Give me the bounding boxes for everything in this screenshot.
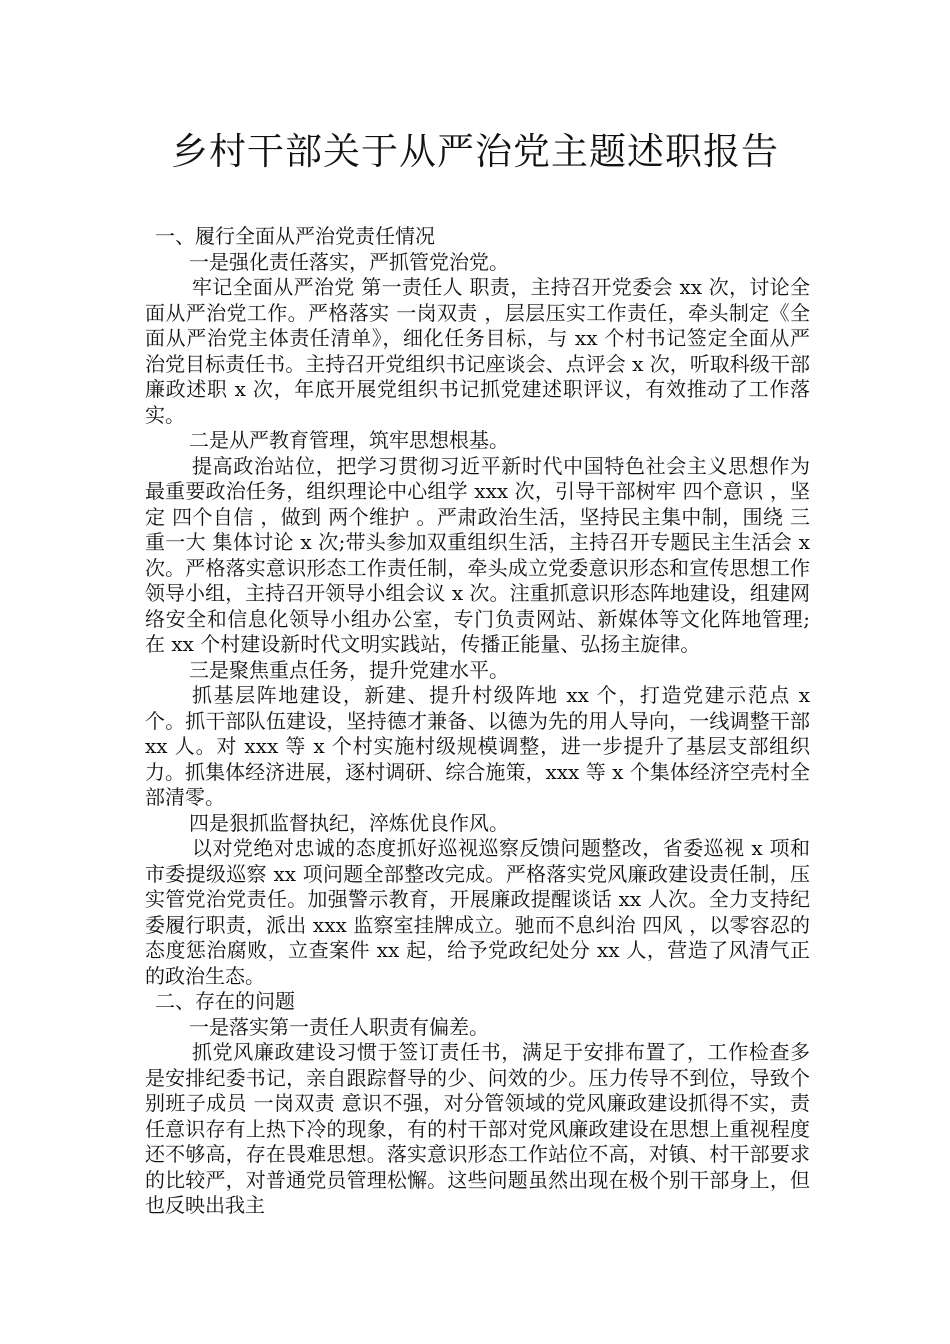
document-body <box>145 224 810 1219</box>
body-paragraph: 以对党绝对忠诚的态度抓好巡视巡察反馈问题整改，省委巡视 x 项和市委提级巡察 xx 项问题全部整改完成。严格落实党风廉政建设责任制，压实管党治党责任。加强警示教育，开展廉政提醒谈话 xx 人次。全力支持纪委履行职责，派出 xxx 监察室挂牌成立。驰而不息纠治 四风 ，以零容忍的态度惩治腐败，立查案件 xx 起，给予党政纪处分 xx 人，营造了风清气正的政治生态。 <box>145 836 810 988</box>
body-paragraph: 抓党风廉政建设习惯于签订责任书，满足于安排布置了，工作检查多是安排纪委书记，亲自跟踪督导的少、问效的少。压力传导不到位，导致个别班子成员 一岗双责 意识不强，对分管领域的党风廉政建设抓得不实，责任意识存有上热下冷的现象，有的村干部对党风廉政建设在思想上重视程度还不够高，存在畏难思想。落实意识形态工作站位不高，对镇、村干部要求的比较严，对普通党员管理松懈。这些问题虽然出现在极个别干部身上，但也反映出我主 <box>145 1040 810 1217</box>
subsection-heading: 四是狠抓监督执纪，淬炼优良作风。 <box>189 810 509 835</box>
subsection-heading: 三是聚焦重点任务，提升党建水平。 <box>189 657 509 682</box>
subsection-heading: 一是落实第一责任人职责有偏差。 <box>189 1014 489 1039</box>
section-heading: 一、履行全面从严治党责任情况 <box>155 224 435 248</box>
subsection-heading: 一是强化责任落实，严抓管党治党。 <box>189 249 509 274</box>
body-paragraph: 提高政治站位，把学习贯彻习近平新时代中国特色社会主义思想作为最重要政治任务，组织理论中心组学 xxx 次，引导干部树牢 四个意识 ，坚定 四个自信 ，做到 两个维护 。严肃政治生活，坚持民主集中制，围绕 三重一大 集体讨论 x 次;带头参加双重组织生活，主持召开专题民主生活会 x 次。严格落实意识形态工作责任制，牵头成立党委意识形态和宣传思想工作领导小组，主持召开领导小组会议 x 次。注重抓意识形态阵地建设，组建网络安全和信息化领导小组办公室，专门负责网站、新媒体等文化阵地管理;在 xx 个村建设新时代文明实践站，传播正能量、弘扬主旋律。 <box>145 453 810 656</box>
body-paragraph: 抓基层阵地建设，新建、提升村级阵地 xx 个，打造党建示范点 x 个。抓干部队伍建设，坚持德才兼备、以德为先的用人导向，一线调整干部 xx 人。对 xxx 等 x 个村实施村级规模调整，进一步提升了基层支部组织力。抓集体经济进展，逐村调研、综合施策，xxx 等 x 个集体经济空壳村全部清零。 <box>145 683 810 809</box>
section-heading: 二、存在的问题 <box>155 989 295 1013</box>
document-title: 乡村干部关于从严治党主题述职报告 <box>171 130 779 173</box>
subsection-heading: 二是从严教育管理，筑牢思想根基。 <box>189 428 509 452</box>
body-paragraph: 牢记全面从严治党 第一责任人 职责，主持召开党委会 xx 次，讨论全面从严治党工作。严格落实 一岗双责 ，层层压实工作责任，牵头制定《全面从严治党主体责任清单》，细化任务目标，与 xx 个村书记签定全面从严治党目标责任书。主持召开党组织书记座谈会、点评会 x 次，听取科级干部廉政述职 x 次，年底开展党组织书记抓党建述职评议，有效推动了工作落实。 <box>145 275 810 427</box>
